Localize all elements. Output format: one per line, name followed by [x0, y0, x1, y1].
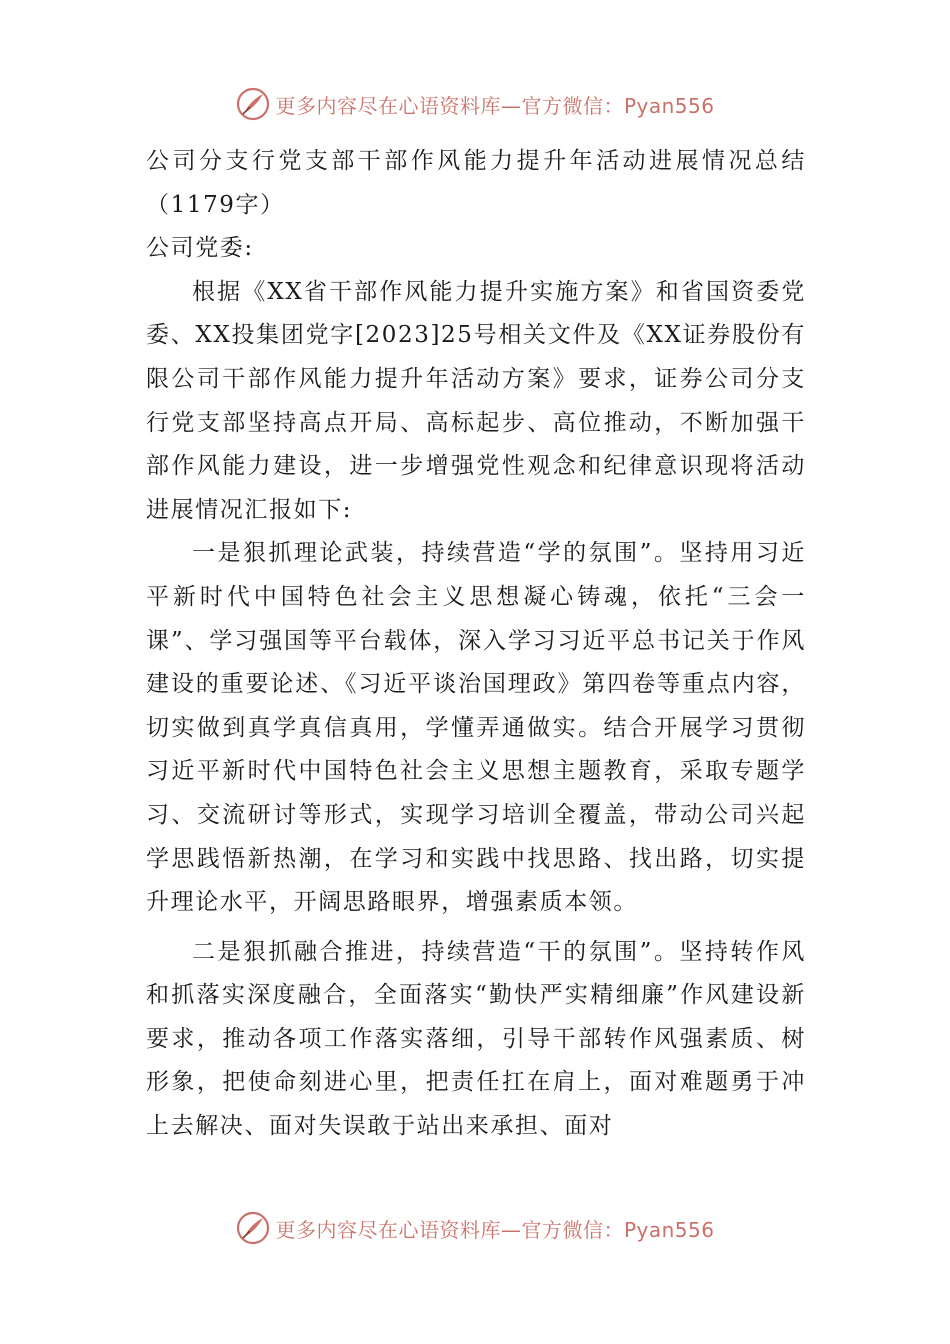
watermark-banner-top: [0, 82, 950, 126]
paragraph-intro: 根据《XX省干部作风能力提升实施方案》和省国资委党委、XX投集团党字[2023]25号相关文件及《XX证券股份有限公司干部作风能力提升年活动方案》要求，证券公司分支行党支部坚持高点开局、高标起步、高位推动，不断加强干部作风能力建设，进一步增强党性观念和纪律意识现将活动进展情况汇报如下:: [146, 278, 806, 523]
paragraph-theory: 一是狠抓理论武装，持续营造“学的氛围”。坚持用习近平新时代中国特色社会主义思想凝心铸魂，依托“三会一课”、学习强国等平台载体，深入学习习近平总书记关于作风建设的重要论述、《习近平谈治国理政》第四卷等重点内容，切实做到真学真信真用，学懂弄通做实。结合开展学习贯彻习近平新时代中国特色社会主义思想主题教育，采取专题学习、交流研讨等形式，实现学习培训全覆盖，带动公司兴起学思践悟新热潮，在学习和实践中找思路、找出路，切实提升理论水平，开阔思路眼界，增强素质本领。: [146, 540, 806, 916]
paragraph-integration: 二是狠抓融合推进，持续营造“干的氛围”。坚持转作风和抓落实深度融合，全面落实“勤快严实精细廉”作风建设新要求，推动各项工作落实落细，引导干部转作风强素质、树形象，把使命刻进心里，把责任扛在肩上，面对难题勇于冲上去解决、面对失误敢于站出来承担、面对: [146, 938, 806, 1140]
document-body: [146, 140, 806, 1149]
watermark-text: 更多内容尽在心语资料库—官方微信：Pyan556: [275, 1217, 715, 1242]
document-title: 公司分支行党支部干部作风能力提升年活动进展情况总结（1179字）: [146, 148, 806, 218]
quill-logo-icon: [235, 1210, 271, 1246]
salutation: 公司党委:: [146, 235, 254, 262]
watermark-text: 更多内容尽在心语资料库—官方微信：Pyan556: [275, 93, 715, 118]
watermark-banner-bottom: [0, 1206, 950, 1250]
quill-logo-icon: [235, 86, 271, 122]
